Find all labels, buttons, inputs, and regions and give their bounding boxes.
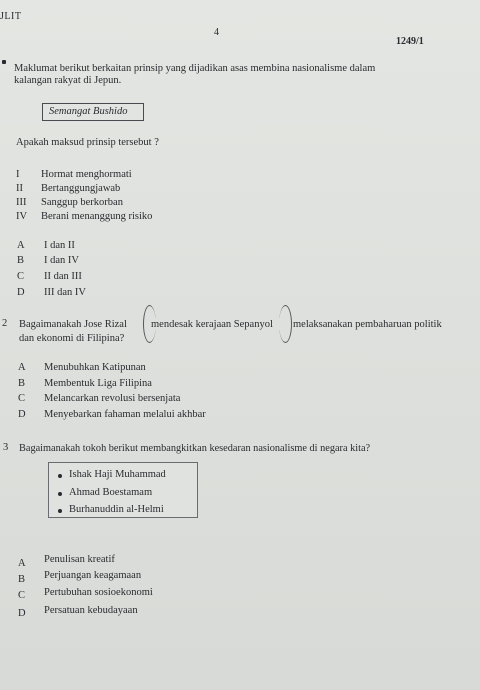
figure-name-1: Ishak Haji Muhammad [69, 469, 166, 480]
q3-option-letter-d[interactable]: D [18, 608, 26, 619]
q2-option-letter-a[interactable]: A [18, 362, 26, 373]
q1-option-letter-b[interactable]: B [17, 255, 25, 266]
q1-option-text-c[interactable]: II dan III [44, 271, 82, 282]
question-1-stem-line2: kalangan rakyat di Jepun. [14, 75, 122, 86]
q3-option-letter-b[interactable]: B [18, 574, 26, 585]
q2-option-letter-c[interactable]: C [18, 393, 26, 404]
q1-option-letter-d[interactable]: D [17, 287, 25, 298]
q3-option-text-d[interactable]: Persatuan kebudayaan [44, 605, 138, 616]
question-3-figures-box [48, 462, 198, 518]
q2-option-text-a[interactable]: Menubuhkan Katipunan [44, 362, 146, 373]
statement-text-2: Bertanggungjawab [41, 183, 121, 194]
statement-roman-3: III [16, 197, 27, 208]
question-1-stem-line1: Maklumat berikut berkaitan prinsip yang dijadikan asas membina nasionalisme dalam [14, 63, 376, 74]
q1-option-text-d[interactable]: III dan IV [44, 287, 86, 298]
page-number: 4 [214, 27, 219, 38]
statement-text-4: Berani menanggung risiko [41, 211, 153, 222]
question-1-info-box [42, 103, 144, 121]
q3-option-text-a[interactable]: Penulisan kreatif [44, 554, 115, 565]
statement-roman-4: IV [16, 211, 28, 222]
figure-name-2: Ahmad Boestamam [69, 487, 153, 498]
q2-option-letter-b[interactable]: B [18, 378, 26, 389]
q2-option-text-b[interactable]: Membentuk Liga Filipina [44, 378, 152, 389]
q3-option-text-c[interactable]: Pertubuhan sosioekonomi [44, 587, 153, 598]
bullet-icon [58, 509, 62, 513]
q2-option-letter-d[interactable]: D [18, 409, 26, 420]
question-2-number: 2 [2, 318, 8, 329]
q1-option-text-b[interactable]: I dan IV [44, 255, 79, 266]
header-left-text: JLIT [0, 11, 22, 22]
q3-option-text-b[interactable]: Perjuangan keagamaan [44, 570, 142, 581]
statement-roman-2: II [16, 183, 23, 194]
statement-text-1: Hormat menghormati [41, 169, 132, 180]
q2-option-text-c[interactable]: Melancarkan revolusi bersenjata [44, 393, 181, 404]
bullet-icon [58, 474, 62, 478]
q3-option-letter-a[interactable]: A [18, 558, 26, 569]
q1-option-text-a[interactable]: I dan II [44, 240, 75, 251]
question-3-stem: Bagaimanakah tokoh berikut membangkitkan kesedaran nasionalisme di negara kita? [19, 443, 371, 454]
question-2-stem-part1: Bagaimanakah Jose Rizal [19, 319, 127, 330]
paper-code: 1249/1 [396, 36, 424, 47]
question-2-stem-part2: mendesak kerajaan Sepanyol [151, 319, 273, 330]
question-3-number: 3 [3, 442, 9, 453]
question-2-stem-part3: melaksanakan pembaharuan politik [293, 319, 442, 330]
question-1-marker [2, 60, 6, 64]
question-1-ask: Apakah maksud prinsip tersebut ? [16, 137, 159, 148]
figure-name-3: Burhanuddin al-Helmi [69, 504, 164, 515]
q1-option-letter-a[interactable]: A [17, 240, 25, 251]
question-1-info-text: Semangat Bushido [49, 106, 128, 117]
q2-right-bracket-mark [279, 305, 292, 343]
q1-option-letter-c[interactable]: C [17, 271, 25, 282]
question-2-stem-line2: dan ekonomi di Filipina? [19, 333, 125, 344]
statement-roman-1: I [16, 169, 20, 180]
q3-option-letter-c[interactable]: C [18, 590, 26, 601]
statement-text-3: Sanggup berkorban [41, 197, 123, 208]
bullet-icon [58, 492, 62, 496]
q2-option-text-d[interactable]: Menyebarkan fahaman melalui akhbar [44, 409, 206, 420]
